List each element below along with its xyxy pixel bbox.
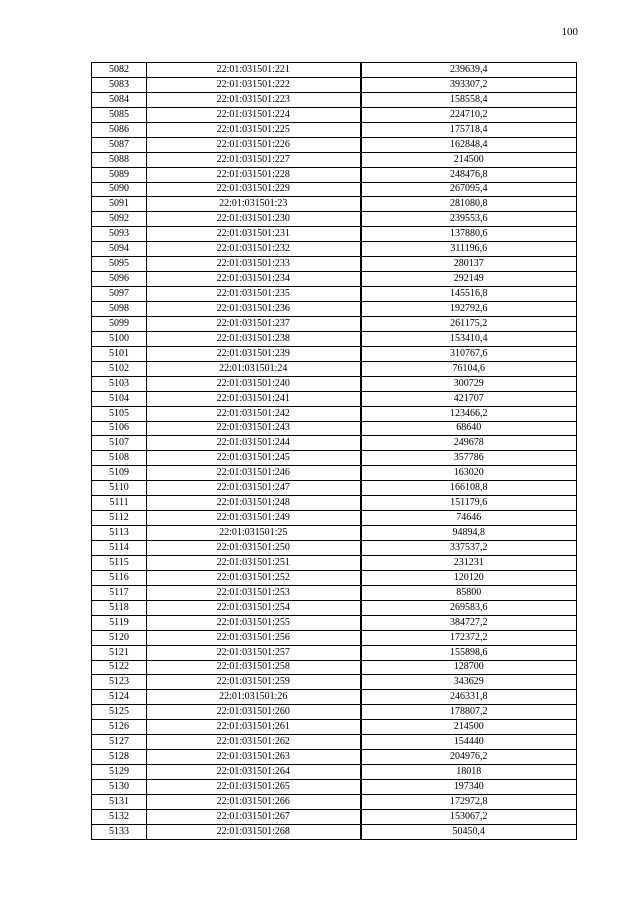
value-cell: 246331,8 [361,690,577,705]
cadastral-number-cell: 22:01:031501:262 [147,735,361,750]
row-number-cell: 5131 [92,794,147,809]
table-row [92,570,577,585]
table-row [92,287,577,302]
row-number-cell: 5109 [92,466,147,481]
table-row [92,227,577,242]
table-row [92,541,577,556]
value-cell: 68640 [361,421,577,436]
table-row [92,346,577,361]
value-cell: 239639,4 [361,63,577,78]
cadastral-number-cell: 22:01:031501:244 [147,436,361,451]
cadastral-number-cell: 22:01:031501:252 [147,570,361,585]
cadastral-number-cell: 22:01:031501:259 [147,675,361,690]
value-cell: 153410,4 [361,331,577,346]
table-row [92,331,577,346]
row-number-cell: 5100 [92,331,147,346]
table-row [92,242,577,257]
table-row [92,406,577,421]
cadastral-number-cell: 22:01:031501:257 [147,645,361,660]
cadastral-number-cell: 22:01:031501:242 [147,406,361,421]
row-number-cell: 5083 [92,77,147,92]
value-cell: 123466,2 [361,406,577,421]
row-number-cell: 5114 [92,541,147,556]
value-cell: 120120 [361,570,577,585]
table-row [92,511,577,526]
cadastral-number-cell: 22:01:031501:246 [147,466,361,481]
table-row [92,481,577,496]
row-number-cell: 5115 [92,555,147,570]
value-cell: 249678 [361,436,577,451]
row-number-cell: 5117 [92,585,147,600]
cadastral-number-cell: 22:01:031501:231 [147,227,361,242]
table-row [92,555,577,570]
table-row [92,630,577,645]
value-cell: 384727,2 [361,615,577,630]
value-cell: 85800 [361,585,577,600]
row-number-cell: 5090 [92,182,147,197]
cadastral-number-cell: 22:01:031501:226 [147,137,361,152]
value-cell: 311196,6 [361,242,577,257]
value-cell: 94894,8 [361,526,577,541]
row-number-cell: 5127 [92,735,147,750]
table-row [92,809,577,824]
row-number-cell: 5099 [92,316,147,331]
row-number-cell: 5128 [92,750,147,765]
cadastral-number-cell: 22:01:031501:256 [147,630,361,645]
row-number-cell: 5088 [92,152,147,167]
table-row [92,526,577,541]
row-number-cell: 5103 [92,376,147,391]
table-row [92,600,577,615]
table-row [92,137,577,152]
table-row [92,361,577,376]
table-row [92,272,577,287]
table-row [92,391,577,406]
row-number-cell: 5089 [92,167,147,182]
cadastral-number-cell: 22:01:031501:222 [147,77,361,92]
cadastral-number-cell: 22:01:031501:249 [147,511,361,526]
value-cell: 178807,2 [361,705,577,720]
table-row [92,780,577,795]
cadastral-number-cell: 22:01:031501:224 [147,107,361,122]
cadastral-number-cell: 22:01:031501:239 [147,346,361,361]
value-cell: 18018 [361,765,577,780]
table-row [92,794,577,809]
value-cell: 172372,2 [361,630,577,645]
row-number-cell: 5102 [92,361,147,376]
table-row [92,750,577,765]
value-cell: 137880,6 [361,227,577,242]
table-row [92,107,577,122]
row-number-cell: 5087 [92,137,147,152]
row-number-cell: 5108 [92,451,147,466]
table-body [92,63,577,840]
cadastral-number-cell: 22:01:031501:23 [147,197,361,212]
table-row [92,257,577,272]
table-row [92,316,577,331]
cadastral-number-cell: 22:01:031501:248 [147,496,361,511]
cadastral-number-cell: 22:01:031501:232 [147,242,361,257]
row-number-cell: 5130 [92,780,147,795]
value-cell: 155898,6 [361,645,577,660]
table-row [92,77,577,92]
cadastral-number-cell: 22:01:031501:236 [147,302,361,317]
cadastral-number-cell: 22:01:031501:229 [147,182,361,197]
cadastral-number-cell: 22:01:031501:230 [147,212,361,227]
value-cell: 153067,2 [361,809,577,824]
table-row [92,376,577,391]
row-number-cell: 5119 [92,615,147,630]
cadastral-number-cell: 22:01:031501:254 [147,600,361,615]
table-row [92,735,577,750]
cadastral-value-table [91,62,577,840]
table-row [92,690,577,705]
value-cell: 337537,2 [361,541,577,556]
cadastral-number-cell: 22:01:031501:241 [147,391,361,406]
value-cell: 74646 [361,511,577,526]
cadastral-number-cell: 22:01:031501:227 [147,152,361,167]
value-cell: 269583,6 [361,600,577,615]
row-number-cell: 5120 [92,630,147,645]
row-number-cell: 5091 [92,197,147,212]
table-row [92,615,577,630]
value-cell: 231231 [361,555,577,570]
row-number-cell: 5118 [92,600,147,615]
table-row [92,585,577,600]
table-row [92,197,577,212]
row-number-cell: 5112 [92,511,147,526]
row-number-cell: 5125 [92,705,147,720]
cadastral-number-cell: 22:01:031501:265 [147,780,361,795]
value-cell: 154440 [361,735,577,750]
cadastral-number-cell: 22:01:031501:237 [147,316,361,331]
table-row [92,466,577,481]
cadastral-number-cell: 22:01:031501:263 [147,750,361,765]
row-number-cell: 5096 [92,272,147,287]
cadastral-number-cell: 22:01:031501:24 [147,361,361,376]
table-row [92,705,577,720]
row-number-cell: 5123 [92,675,147,690]
row-number-cell: 5093 [92,227,147,242]
table-row [92,63,577,78]
row-number-cell: 5086 [92,122,147,137]
table-row [92,720,577,735]
cadastral-number-cell: 22:01:031501:264 [147,765,361,780]
value-cell: 267095,4 [361,182,577,197]
value-cell: 175718,4 [361,122,577,137]
cadastral-number-cell: 22:01:031501:258 [147,660,361,675]
cadastral-number-cell: 22:01:031501:26 [147,690,361,705]
row-number-cell: 5082 [92,63,147,78]
value-cell: 292149 [361,272,577,287]
value-cell: 393307,2 [361,77,577,92]
value-cell: 162848,4 [361,137,577,152]
row-number-cell: 5104 [92,391,147,406]
cadastral-number-cell: 22:01:031501:234 [147,272,361,287]
value-cell: 300729 [361,376,577,391]
table-row [92,182,577,197]
table-row [92,167,577,182]
row-number-cell: 5111 [92,496,147,511]
value-cell: 261175,2 [361,316,577,331]
table-row [92,675,577,690]
value-cell: 50450,4 [361,824,577,839]
table-row [92,421,577,436]
row-number-cell: 5092 [92,212,147,227]
table-row [92,765,577,780]
cadastral-number-cell: 22:01:031501:250 [147,541,361,556]
cadastral-number-cell: 22:01:031501:223 [147,92,361,107]
cadastral-number-cell: 22:01:031501:268 [147,824,361,839]
table-row [92,660,577,675]
row-number-cell: 5133 [92,824,147,839]
row-number-cell: 5095 [92,257,147,272]
table-row [92,496,577,511]
row-number-cell: 5110 [92,481,147,496]
row-number-cell: 5126 [92,720,147,735]
value-cell: 163020 [361,466,577,481]
cadastral-number-cell: 22:01:031501:245 [147,451,361,466]
value-cell: 224710,2 [361,107,577,122]
value-cell: 145516,8 [361,287,577,302]
table-row [92,152,577,167]
row-number-cell: 5106 [92,421,147,436]
value-cell: 343629 [361,675,577,690]
value-cell: 421707 [361,391,577,406]
cadastral-number-cell: 22:01:031501:235 [147,287,361,302]
cadastral-number-cell: 22:01:031501:247 [147,481,361,496]
page-number: 100 [561,26,578,38]
row-number-cell: 5105 [92,406,147,421]
row-number-cell: 5107 [92,436,147,451]
value-cell: 172972,8 [361,794,577,809]
row-number-cell: 5122 [92,660,147,675]
row-number-cell: 5113 [92,526,147,541]
cadastral-number-cell: 22:01:031501:238 [147,331,361,346]
cadastral-number-cell: 22:01:031501:266 [147,794,361,809]
value-cell: 192792,6 [361,302,577,317]
row-number-cell: 5132 [92,809,147,824]
cadastral-number-cell: 22:01:031501:251 [147,555,361,570]
cadastral-number-cell: 22:01:031501:233 [147,257,361,272]
value-cell: 214500 [361,720,577,735]
table-row [92,302,577,317]
value-cell: 197340 [361,780,577,795]
value-cell: 128700 [361,660,577,675]
table-row [92,645,577,660]
table-row [92,824,577,839]
row-number-cell: 5094 [92,242,147,257]
cadastral-number-cell: 22:01:031501:240 [147,376,361,391]
cadastral-number-cell: 22:01:031501:255 [147,615,361,630]
value-cell: 248476,8 [361,167,577,182]
cadastral-number-cell: 22:01:031501:243 [147,421,361,436]
value-cell: 214500 [361,152,577,167]
row-number-cell: 5098 [92,302,147,317]
row-number-cell: 5121 [92,645,147,660]
value-cell: 151179,6 [361,496,577,511]
table-row [92,212,577,227]
value-cell: 166108,8 [361,481,577,496]
cadastral-number-cell: 22:01:031501:221 [147,63,361,78]
value-cell: 239553,6 [361,212,577,227]
row-number-cell: 5085 [92,107,147,122]
value-cell: 280137 [361,257,577,272]
row-number-cell: 5097 [92,287,147,302]
cadastral-number-cell: 22:01:031501:261 [147,720,361,735]
cadastral-number-cell: 22:01:031501:225 [147,122,361,137]
row-number-cell: 5129 [92,765,147,780]
table-row [92,436,577,451]
cadastral-number-cell: 22:01:031501:253 [147,585,361,600]
row-number-cell: 5116 [92,570,147,585]
table-row [92,122,577,137]
value-cell: 76104,6 [361,361,577,376]
row-number-cell: 5124 [92,690,147,705]
value-cell: 310767,6 [361,346,577,361]
value-cell: 158558,4 [361,92,577,107]
value-cell: 357786 [361,451,577,466]
value-cell: 281080,8 [361,197,577,212]
row-number-cell: 5084 [92,92,147,107]
value-cell: 204976,2 [361,750,577,765]
table-row [92,451,577,466]
cadastral-number-cell: 22:01:031501:228 [147,167,361,182]
cadastral-number-cell: 22:01:031501:267 [147,809,361,824]
cadastral-number-cell: 22:01:031501:25 [147,526,361,541]
cadastral-number-cell: 22:01:031501:260 [147,705,361,720]
row-number-cell: 5101 [92,346,147,361]
table-row [92,92,577,107]
